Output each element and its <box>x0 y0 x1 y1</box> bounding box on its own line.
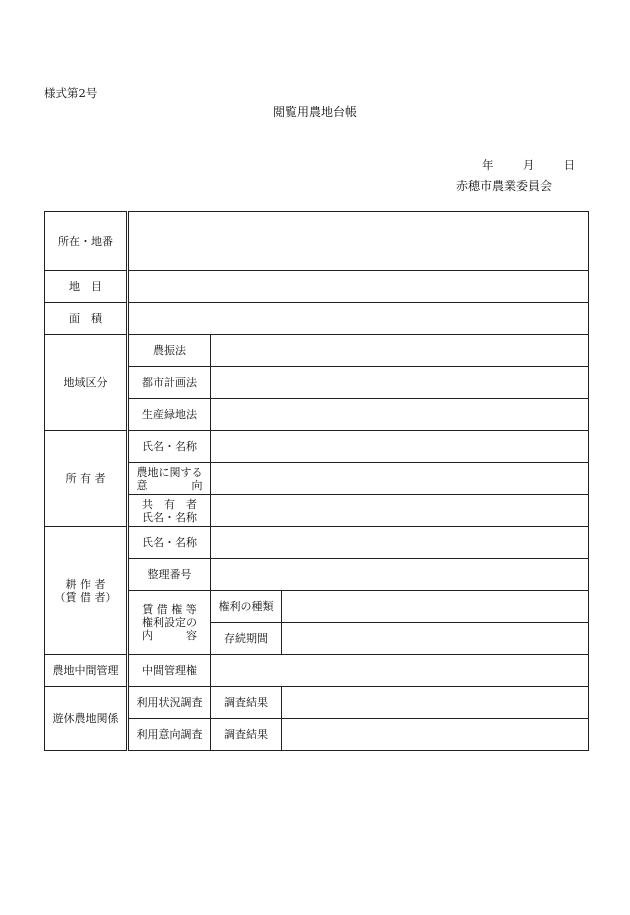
date-line <box>482 157 575 173</box>
row-usage-survey <box>45 687 589 719</box>
cultivator-name-label: 氏名・名称 <box>128 527 211 559</box>
row-zoning-agri <box>45 335 589 367</box>
intermediary-right-label: 中間管理権 <box>128 655 211 687</box>
co-owner-line1: 共 有 者 <box>142 497 197 511</box>
right-type-label: 権利の種類 <box>211 591 282 623</box>
usage-result-label: 調査結果 <box>211 687 282 719</box>
right-type-value[interactable] <box>282 591 589 623</box>
row-area <box>45 303 589 335</box>
area-value[interactable] <box>128 303 589 335</box>
rights-label <box>128 591 211 655</box>
zoning-agri-value[interactable] <box>211 335 589 367</box>
row-owner-name <box>45 431 589 463</box>
intent-result-value[interactable] <box>282 719 589 751</box>
row-land-category <box>45 271 589 303</box>
location-value[interactable] <box>128 212 589 271</box>
cultivator-label-line1: 耕 作 者 <box>65 577 106 591</box>
form-number: 様式第2号 <box>44 86 98 100</box>
rights-line3: 内 容 <box>142 629 197 642</box>
row-intermediary <box>45 655 589 687</box>
intent-result-label: 調査結果 <box>211 719 282 751</box>
co-owner-value[interactable] <box>211 495 589 527</box>
zoning-green-label: 生産緑地法 <box>128 399 211 431</box>
intent-survey-label: 利用意向調査 <box>128 719 211 751</box>
rights-line1: 賃 借 権 等 <box>142 603 197 616</box>
date-month: 月 <box>522 158 535 172</box>
zoning-city-value[interactable] <box>211 367 589 399</box>
issuer: 赤穂市農業委員会 <box>456 179 553 193</box>
cultivator-label <box>45 527 128 655</box>
owner-name-value[interactable] <box>211 431 589 463</box>
intermediary-label: 農地中間管理 <box>45 655 128 687</box>
idle-land-label: 遊休農地関係 <box>45 687 128 751</box>
owner-intention-line2: 意 向 <box>136 478 203 492</box>
usage-survey-label: 利用状況調査 <box>128 687 211 719</box>
row-cultivator-name <box>45 527 589 559</box>
co-owner-label <box>128 495 211 527</box>
usage-result-value[interactable] <box>282 687 589 719</box>
document-title: 閲覧用農地台帳 <box>272 105 357 119</box>
cultivator-name-value[interactable] <box>211 527 589 559</box>
reference-no-value[interactable] <box>211 559 589 591</box>
duration-label: 存続期間 <box>211 623 282 655</box>
zoning-city-label: 都市計画法 <box>128 367 211 399</box>
zoning-label: 地域区分 <box>45 335 128 431</box>
duration-value[interactable] <box>282 623 589 655</box>
co-owner-line2: 氏名・名称 <box>142 510 197 524</box>
date-day: 日 <box>563 158 576 172</box>
farmland-register-table <box>44 211 589 751</box>
location-label: 所在・地番 <box>45 212 128 271</box>
owner-intention-line1: 農地に関する <box>136 465 203 479</box>
owner-name-label: 氏名・名称 <box>128 431 211 463</box>
land-category-value[interactable] <box>128 271 589 303</box>
zoning-agri-label: 農振法 <box>128 335 211 367</box>
owner-label: 所 有 者 <box>45 431 128 527</box>
area-label: 面 積 <box>45 303 128 335</box>
reference-no-label: 整理番号 <box>128 559 211 591</box>
owner-intention-label <box>128 463 211 495</box>
owner-intention-value[interactable] <box>211 463 589 495</box>
cultivator-label-line2: （賃 借 者） <box>54 590 117 604</box>
rights-line2: 権利設定の <box>142 616 197 629</box>
zoning-green-value[interactable] <box>211 399 589 431</box>
date-year: 年 <box>482 158 494 172</box>
land-category-label: 地 目 <box>45 271 128 303</box>
row-location <box>45 212 589 271</box>
intermediary-right-value[interactable] <box>211 655 589 687</box>
